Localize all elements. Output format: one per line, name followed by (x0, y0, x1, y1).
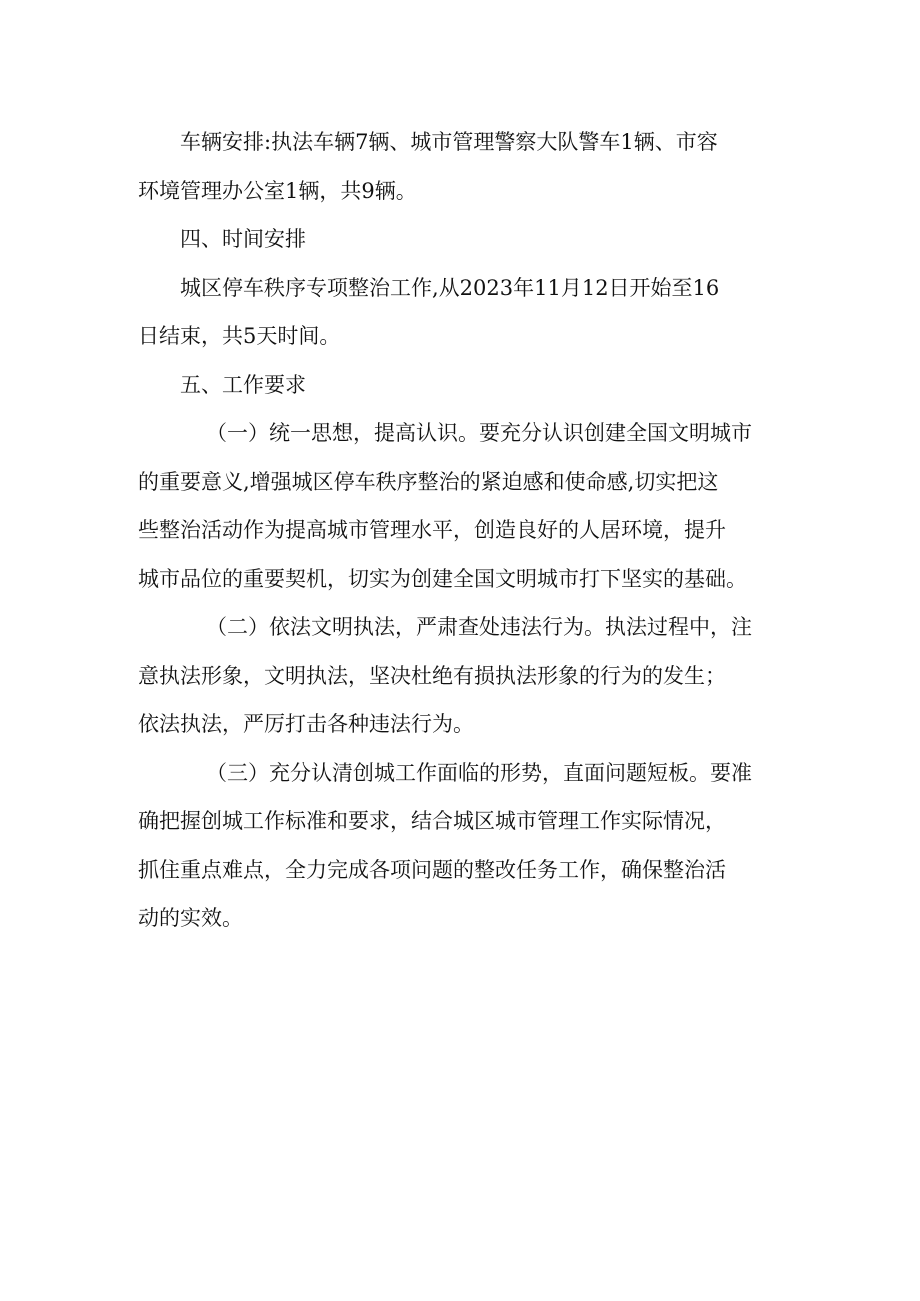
paragraph-text: 车辆安排:执法车辆7辆、城市管理警察大队警车1辆、市容 (180, 130, 718, 154)
paragraph-text: 依法执法，严厉打击各种违法行为。 (138, 712, 474, 736)
paragraph-text: 的重要意义,增强城区停车秩序整治的紧迫感和使命感,切实把这 (138, 469, 719, 494)
paragraph-text: 意执法形象，文明执法，坚决杜绝有损执法形象的行为的发生； (138, 663, 726, 688)
item-1-line-1 (138, 409, 793, 458)
item-1-line-2 (138, 458, 793, 507)
vehicle-arrangement-line-1 (138, 118, 793, 167)
item-3-line-1 (138, 749, 793, 798)
paragraph-text: 日结束，共5天时间。 (138, 324, 341, 348)
item-3-line-4 (138, 894, 793, 943)
heading-text: 四、时间安排 (180, 227, 306, 251)
paragraph-text: （二）依法文明执法，严肃查处违法行为。执法过程中，注 (206, 615, 752, 639)
paragraph-text: 城市品位的重要契机，切实为创建全国文明城市打下坚实的基础。 (138, 566, 747, 591)
paragraph-text: （三）充分认清创城工作面临的形势，直面问题短板。要准 (206, 760, 752, 785)
paragraph-text: 环境管理办公室1辆，共9辆。 (138, 178, 417, 203)
paragraph-text: 些整治活动作为提高城市管理水平，创造良好的人居环境，提升 (138, 518, 726, 542)
paragraph-text: 确把握创城工作标准和要求，结合城区城市管理工作实际情况， (138, 809, 726, 833)
time-arrangement-line-2 (138, 312, 793, 361)
heading-text: 五、工作要求 (180, 372, 306, 397)
section-4-heading (138, 215, 793, 264)
item-3-line-3 (138, 846, 793, 895)
vehicle-arrangement-line-2 (138, 167, 793, 216)
section-5-heading (138, 361, 793, 410)
item-1-line-3 (138, 506, 793, 555)
paragraph-text: （一）统一思想，提高认识。要充分认识创建全国文明城市 (206, 421, 752, 445)
item-2-line-3 (138, 700, 793, 749)
item-3-line-2 (138, 797, 793, 846)
document-page (138, 118, 793, 943)
paragraph-text: 抓住重点难点，全力完成各项问题的整改任务工作，确保整治活 (138, 857, 726, 882)
item-1-line-4 (138, 555, 793, 604)
paragraph-text: 城区停车秩序专项整治工作,从2023年11月12日开始至16 (180, 275, 720, 300)
item-2-line-1 (138, 603, 793, 652)
paragraph-text: 动的实效。 (138, 906, 243, 930)
item-2-line-2 (138, 652, 793, 701)
time-arrangement-line-1 (138, 264, 793, 313)
